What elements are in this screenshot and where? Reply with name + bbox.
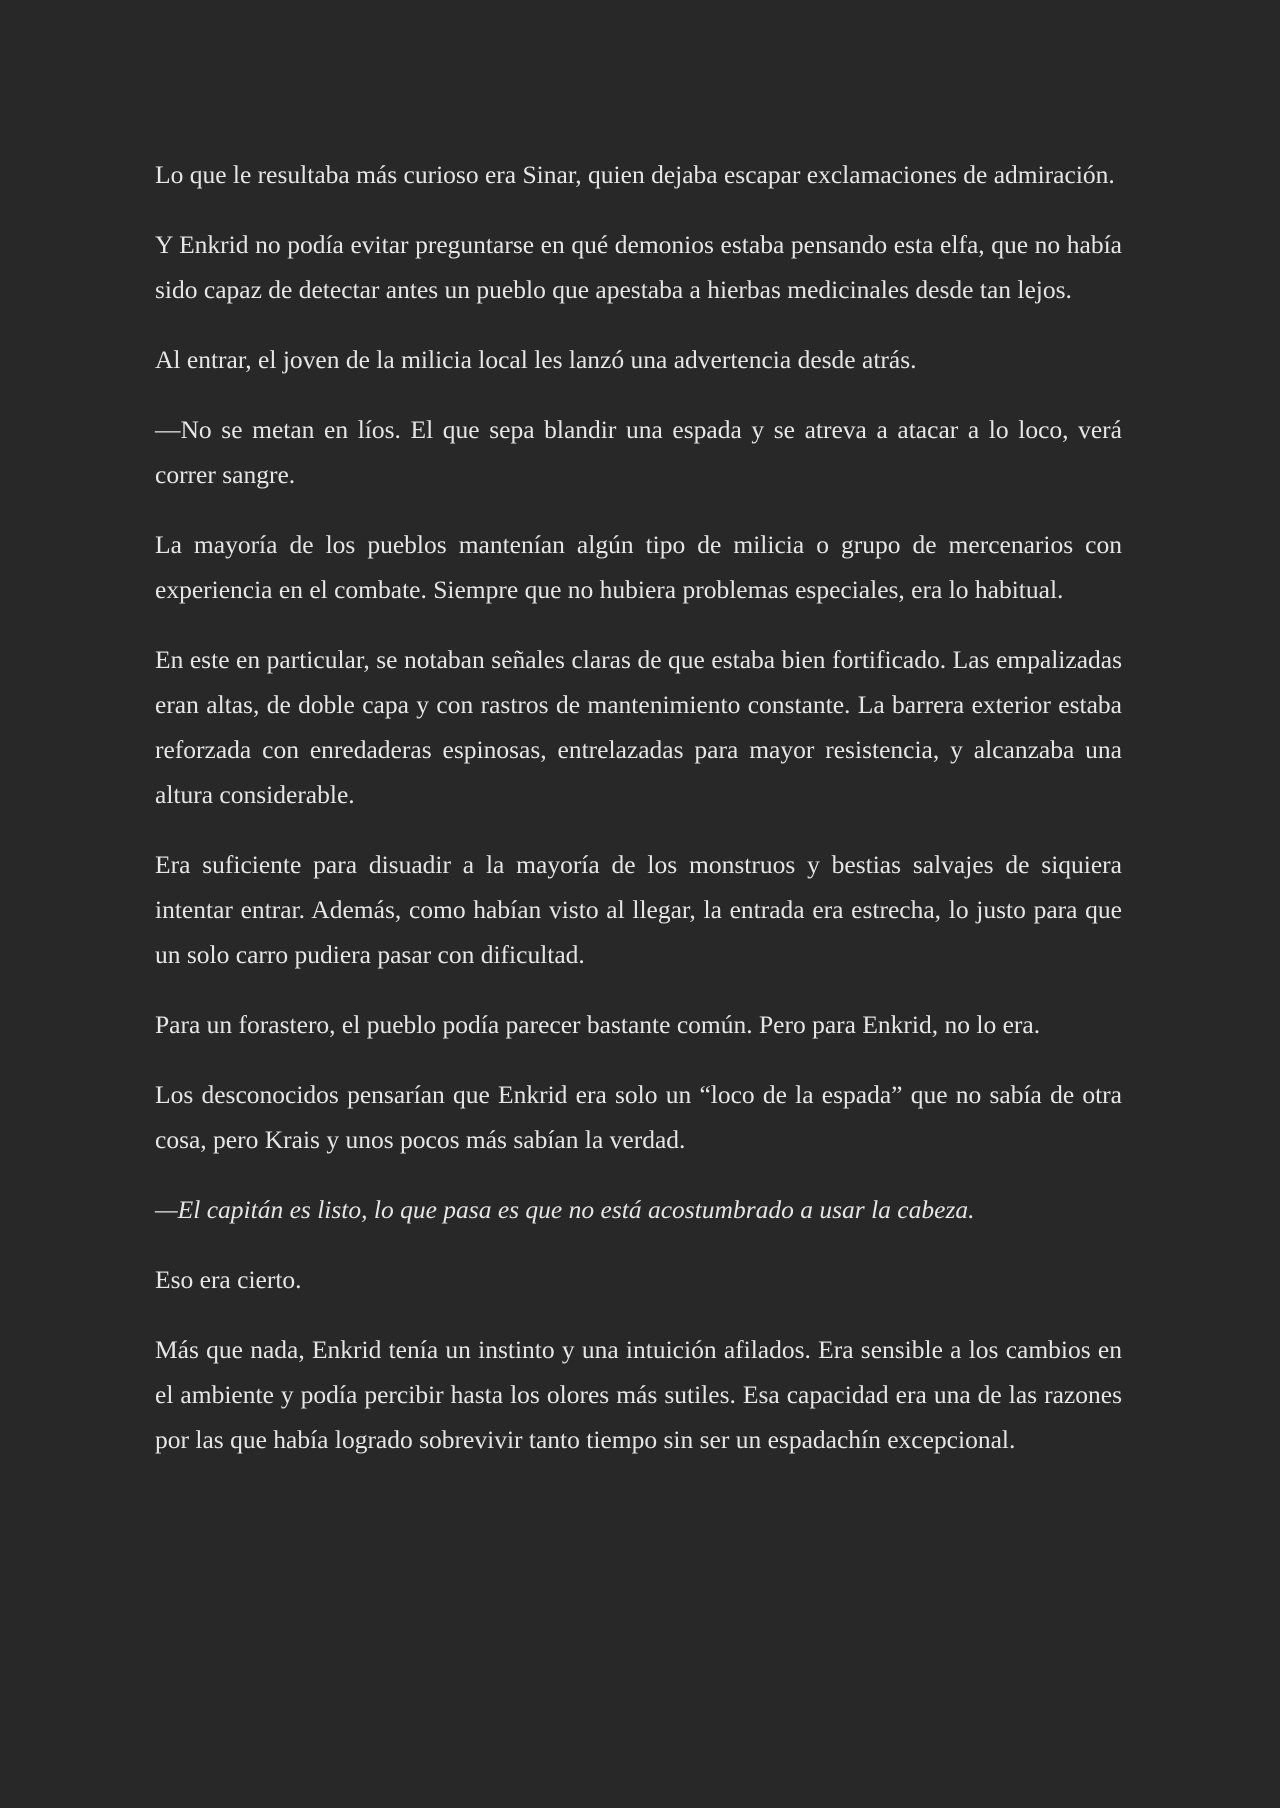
chapter-text (155, 152, 1122, 1462)
paragraph: Los desconocidos pensarían que Enkrid era solo un “loco de la espada” que no sabía de otra cosa, pero Krais y unos pocos más sabían la verdad. (155, 1080, 1122, 1154)
paragraph: La mayoría de los pueblos mantenían algún tipo de milicia o grupo de mercenarios con experiencia en el combate. Siempre que no hubiera problemas especiales, era lo habitual. (155, 530, 1122, 604)
paragraph: Para un forastero, el pueblo podía parecer bastante común. Pero para Enkrid, no lo era. (155, 1010, 1041, 1039)
paragraph: Más que nada, Enkrid tenía un instinto y una intuición afilados. Era sensible a los cambios en el ambiente y podía percibir hasta los olores más sutiles. Esa capacidad era una de las razones por las que había logrado sobrevivir tanto tiempo sin ser un espadachín excepcional. (155, 1335, 1122, 1454)
paragraph: Lo que le resultaba más curioso era Sinar, quien dejaba escapar exclamaciones de admiración. (155, 160, 1115, 189)
paragraph: Eso era cierto. (155, 1265, 302, 1294)
paragraph: Era suficiente para disuadir a la mayoría de los monstruos y bestias salvajes de siquiera intentar entrar. Además, como habían visto al llegar, la entrada era estrecha, lo justo para que un solo carro pudiera pasar con dificultad. (155, 850, 1122, 969)
paragraph: —No se metan en líos. El que sepa blandir una espada y se atreva a atacar a lo loco, verá correr sangre. (155, 415, 1122, 489)
paragraph: En este en particular, se notaban señales claras de que estaba bien fortificado. Las empalizadas eran altas, de doble capa y con rastros de mantenimiento constante. La barrera exterior estaba reforzada con enredaderas espinosas, entrelazadas para mayor resistencia, y alcanzaba una altura considerable. (155, 645, 1122, 809)
paragraph: Y Enkrid no podía evitar preguntarse en qué demonios estaba pensando esta elfa, que no había sido capaz de detectar antes un pueblo que apestaba a hierbas medicinales desde tan lejos. (155, 230, 1122, 304)
italic-paragraph: —El capitán es listo, lo que pasa es que no está acostumbrado a usar la cabeza. (155, 1195, 975, 1224)
paragraph: Al entrar, el joven de la milicia local les lanzó una advertencia desde atrás. (155, 345, 917, 374)
